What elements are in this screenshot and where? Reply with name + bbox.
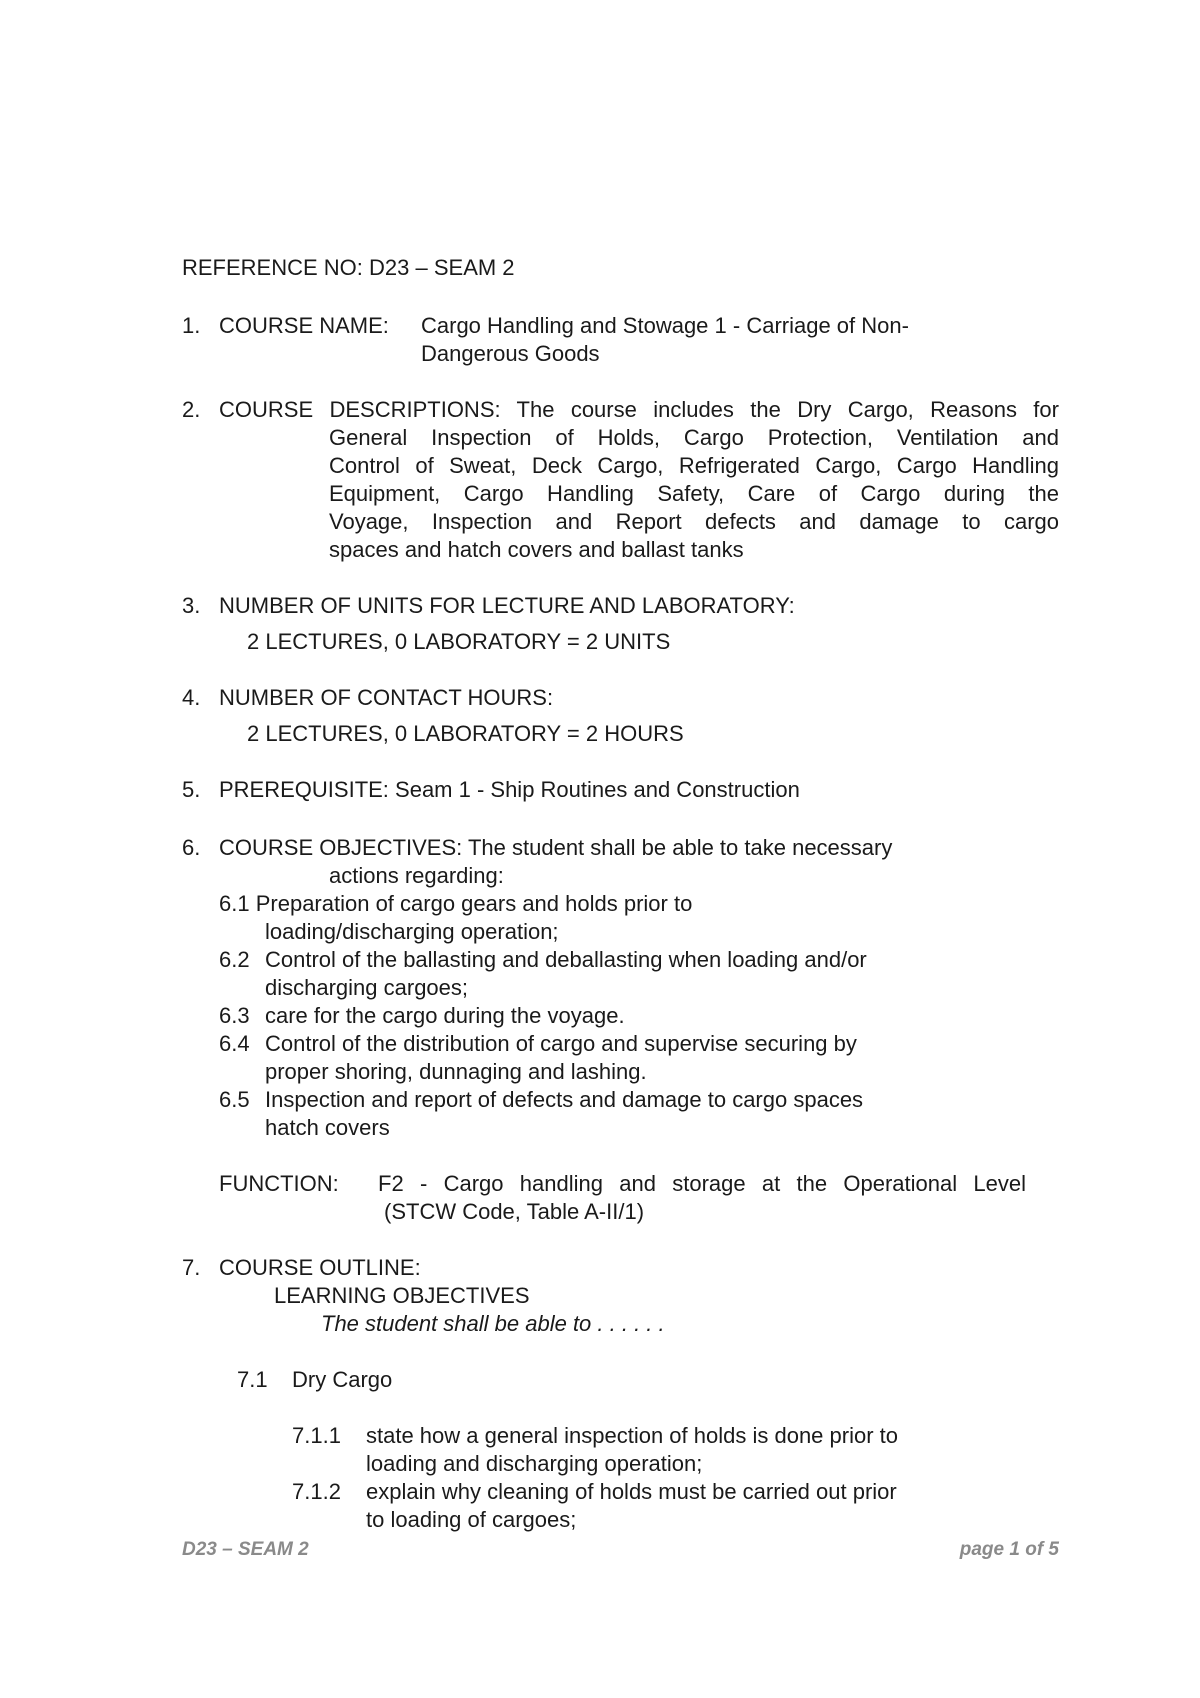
course-objectives-intro-cont: actions regarding: [329,863,504,888]
objective-6-2-cont: discharging cargoes; [265,975,469,1000]
course-name-value: Cargo Handling and Stowage 1 - Carriage of Non- [421,313,909,338]
course-descriptions-line-1: COURSE DESCRIPTIONS: The course includes the Dry Cargo, Reasons for [219,397,1059,422]
units-label: NUMBER OF UNITS FOR LECTURE AND LABORATORY: [219,593,795,618]
objective-6-5-number: 6.5 [219,1087,250,1112]
objective-6-5-cont: hatch covers [265,1115,390,1140]
item-4-number: 4. [182,685,201,710]
objective-6-5: Inspection and report of defects and damage to cargo spaces [265,1087,864,1112]
course-descriptions-line-4: Equipment, Cargo Handling Safety, Care of Cargo during the [329,481,1059,506]
function-value-cont: (STCW Code, Table A-II/1) [384,1199,645,1224]
course-name-label: COURSE NAME: [219,313,389,338]
entry-7-1-2-cont: to loading of cargoes; [366,1507,577,1532]
item-3-number: 3. [182,593,201,618]
entry-7-1-2-number: 7.1.2 [292,1479,341,1504]
course-objectives-intro: COURSE OBJECTIVES: The student shall be able to take necessary [219,835,893,860]
section-7-1-number: 7.1 [237,1367,268,1392]
objective-6-1: 6.1 Preparation of cargo gears and holds prior to [219,891,693,916]
course-descriptions-line-2: General Inspection of Holds, Cargo Protection, Ventilation and [329,425,1059,450]
entry-7-1-1: state how a general inspection of holds is done prior to [366,1423,898,1448]
course-descriptions-line-6: spaces and hatch covers and ballast tanks [329,537,744,562]
contact-hours-label: NUMBER OF CONTACT HOURS: [219,685,554,710]
objective-6-1-cont: loading/discharging operation; [265,919,559,944]
function-value: F2 - Cargo handling and storage at the Operational Level [378,1171,1026,1196]
objective-6-2-number: 6.2 [219,947,250,972]
item-5-number: 5. [182,777,201,802]
course-descriptions-line-5: Voyage, Inspection and Report defects and damage to cargo [329,509,1059,534]
footer-reference: D23 – SEAM 2 [182,1539,309,1560]
learning-objectives-heading: LEARNING OBJECTIVES [274,1283,530,1308]
learning-objectives-intro: The student shall be able to . . . . . . [321,1311,665,1336]
reference-number: REFERENCE NO: D23 – SEAM 2 [182,255,515,280]
course-outline-label: COURSE OUTLINE: [219,1255,421,1280]
objective-6-4-number: 6.4 [219,1031,250,1056]
entry-7-1-1-number: 7.1.1 [292,1423,341,1448]
objective-6-4-cont: proper shoring, dunnaging and lashing. [265,1059,647,1084]
entry-7-1-2: explain why cleaning of holds must be carried out prior [366,1479,897,1504]
objective-6-3: care for the cargo during the voyage. [265,1003,625,1028]
prerequisite: PREREQUISITE: Seam 1 - Ship Routines and Construction [219,777,800,802]
objective-6-3-number: 6.3 [219,1003,250,1028]
course-name-value-cont: Dangerous Goods [421,341,600,366]
item-7-number: 7. [182,1255,201,1280]
objective-6-2: Control of the ballasting and deballasting when loading and/or [265,947,867,972]
item-6-number: 6. [182,835,201,860]
item-1-number: 1. [182,313,201,338]
entry-7-1-1-cont: loading and discharging operation; [366,1451,703,1476]
footer-page-number: page 1 of 5 [959,1539,1059,1560]
function-label: FUNCTION: [219,1171,339,1196]
objective-6-4: Control of the distribution of cargo and supervise securing by [265,1031,857,1056]
section-7-1-title: Dry Cargo [292,1367,393,1392]
item-2-number: 2. [182,397,201,422]
course-descriptions-line-3: Control of Sweat, Deck Cargo, Refrigerated Cargo, Cargo Handling [329,453,1059,478]
units-value: 2 LECTURES, 0 LABORATORY = 2 UNITS [247,629,671,654]
contact-hours-value: 2 LECTURES, 0 LABORATORY = 2 HOURS [247,721,684,746]
